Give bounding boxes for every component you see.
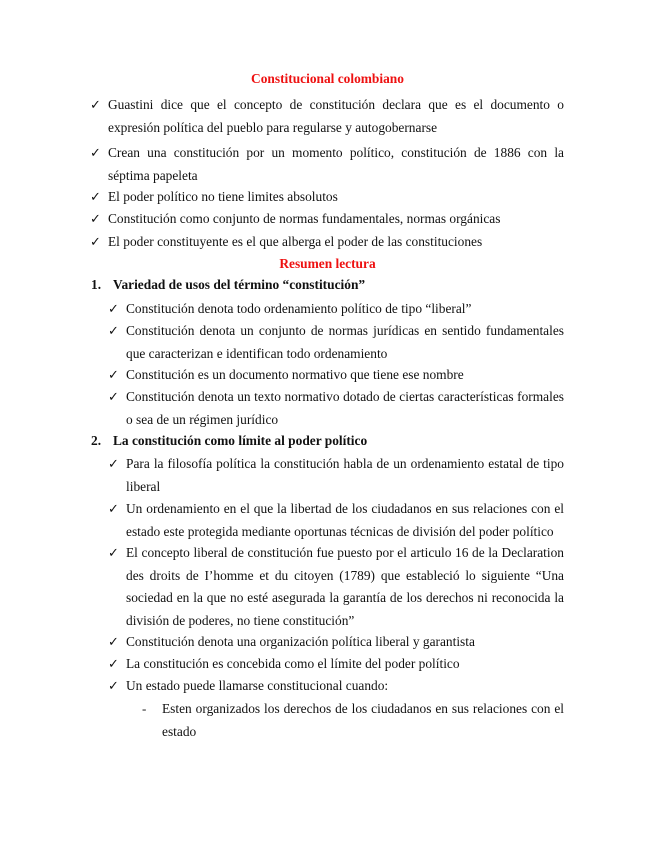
bullet-text: Constitución denota un texto normativo dotado de ciertas características formales o sea de un régimen jurídico: [126, 389, 564, 427]
section-title-resumen-lectura: Resumen lectura: [279, 256, 376, 271]
bullet-item: [108, 320, 564, 365]
bullet-item: [108, 364, 564, 387]
bullet-item: [90, 94, 564, 139]
bullet-item: [108, 675, 564, 698]
dash-icon: -: [142, 701, 147, 716]
bullet-text: Constitución es un documento normativo que tiene ese nombre: [126, 367, 464, 382]
bullet-text: Constitución como conjunto de normas fundamentales, normas orgánicas: [108, 211, 501, 226]
bullet-item: [108, 298, 564, 321]
checkmark-icon: ✓: [90, 145, 101, 160]
checkmark-icon: ✓: [108, 678, 119, 693]
checkmark-icon: ✓: [90, 97, 101, 112]
heading-number: 1.: [91, 277, 102, 292]
bullet-text: El concepto liberal de constitución fue puesto por el articulo 16 de la Declaration des droits de I’homme et du citoyen (1789) que estableció lo siguiente “Una sociedad en la que no esté asegurada la garantía de los derechos ni reconocida la división de poderes, no tiene constitución”: [126, 545, 564, 628]
bullet-item: [90, 208, 564, 231]
bullet-text: El poder político no tiene limites absolutos: [108, 189, 338, 204]
heading-text: La constitución como límite al poder político: [113, 433, 368, 448]
checkmark-icon: ✓: [108, 656, 119, 671]
heading-text: Variedad de usos del término “constitución”: [113, 277, 366, 292]
bullet-text: El poder constituyente es el que alberga el poder de las constituciones: [108, 234, 483, 249]
bullet-text: Para la filosofía política la constitución habla de un ordenamiento estatal de tipo liberal: [126, 456, 564, 494]
checkmark-icon: ✓: [108, 456, 119, 471]
dash-item: [142, 698, 564, 743]
bullet-text: Un estado puede llamarse constitucional cuando:: [126, 678, 389, 693]
checkmark-icon: ✓: [90, 234, 101, 249]
bullet-text: Guastini dice que el concepto de constitución declara que es el documento o expresión política del pueblo para regularse y autogobernarse: [108, 97, 564, 135]
bullet-item: [108, 498, 564, 543]
checkmark-icon: ✓: [108, 501, 119, 516]
bullet-item: [90, 186, 564, 209]
bullet-item: [108, 542, 564, 632]
bullet-item: [90, 142, 564, 187]
bullet-text: Constitución denota una organización política liberal y garantista: [126, 634, 475, 649]
bullet-item: [108, 386, 564, 431]
bullet-text: Un ordenamiento en el que la libertad de los ciudadanos en sus relaciones con el estado este protegida mediante oportunas técnicas de división del poder político: [126, 501, 564, 539]
section-title-constitucional-colombiano: Constitucional colombiano: [251, 71, 404, 86]
dash-text: Esten organizados los derechos de los ciudadanos en sus relaciones con el estado: [162, 701, 564, 739]
checkmark-icon: ✓: [90, 211, 101, 226]
checkmark-icon: ✓: [90, 189, 101, 204]
bullet-text: Constitución denota todo ordenamiento político de tipo “liberal”: [126, 301, 472, 316]
bullet-text: Crean una constitución por un momento político, constitución de 1886 con la séptima papeleta: [108, 145, 564, 183]
checkmark-icon: ✓: [108, 545, 119, 560]
checkmark-icon: ✓: [108, 323, 119, 338]
bullet-item: [108, 631, 564, 654]
bullet-item: [108, 453, 564, 498]
checkmark-icon: ✓: [108, 301, 119, 316]
bullet-item: [90, 231, 564, 254]
bullet-text: Constitución denota un conjunto de normas jurídicas en sentido fundamentales que caracterizan e identifican todo ordenamiento: [126, 323, 564, 361]
bullet-item: [108, 653, 564, 676]
checkmark-icon: ✓: [108, 389, 119, 404]
checkmark-icon: ✓: [108, 634, 119, 649]
heading-number: 2.: [91, 433, 102, 448]
checkmark-icon: ✓: [108, 367, 119, 382]
bullet-text: La constitución es concebida como el límite del poder político: [126, 656, 460, 671]
